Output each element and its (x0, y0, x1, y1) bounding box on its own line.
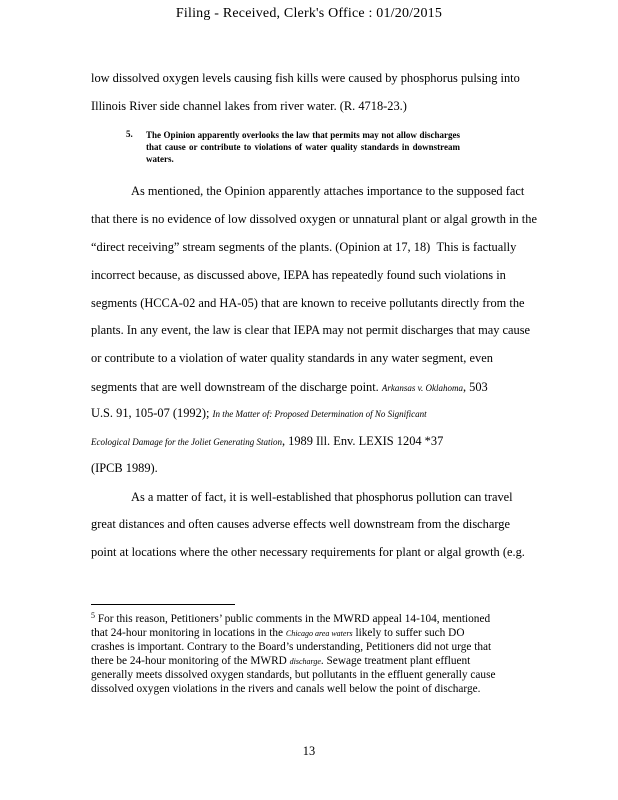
footnote-line-1-text: For this reason, Petitioners’ public comments in the MWRD appeal 14-104, mentioned (97, 613, 491, 625)
case-name-joliet-part-2: Ecological Damage for the Joliet Generating Station (91, 437, 282, 447)
case-name-joliet-part-1: In the Matter of: Proposed Determination of No Significant (212, 409, 427, 419)
paragraph-1-line-3-rest: This is factually (436, 240, 517, 254)
paragraph-1-line-8 (91, 379, 488, 396)
paragraph-2-line-1: As a matter of fact, it is well-established that phosphorus pollution can travel (131, 490, 513, 504)
paragraph-1-line-7: or contribute to a violation of water quality standards in any water segment, even (91, 351, 493, 365)
footnote-line-5: generally meets dissolved oxygen standards, but pollutants in the effluent generally cause (91, 669, 496, 681)
footnote-line-2-rest: likely to suffer such DO (355, 627, 465, 639)
page-number: 13 (302, 744, 316, 758)
paragraph-1-line-10 (91, 433, 443, 450)
paragraph-1-line-10-cite: , 1989 Ill. Env. LEXIS 1204 *37 (281, 434, 444, 448)
paragraph-1-line-4: incorrect because, as discussed above, IEPA has repeatedly found such violations in (91, 268, 506, 282)
footnote-line-4-rest: . Sewage treatment plant effluent (320, 655, 471, 667)
footnote-line-4 (91, 654, 470, 669)
paragraph-1-line-9 (91, 405, 427, 422)
section-heading-number: 5. (126, 129, 133, 139)
paragraph-1-line-9-cite: U.S. 91, 105-07 (1992); (91, 406, 210, 420)
section-heading: The Opinion apparently overlooks the law that permits may not allow discharges that cause or contribute to violations of water quality standards in downstream waters. (146, 130, 460, 164)
intro-line-2: Illinois River side channel lakes from river water. (R. 4718-23.) (91, 99, 407, 113)
intro-line-1: low dissolved oxygen levels causing fish kills were caused by phosphorus pulsing into (91, 71, 520, 85)
filing-header: Filing - Received, Clerk's Office : 01/20/2015 (175, 6, 443, 21)
footnote-line-3: crashes is important. Contrary to the Board’s understanding, Petitioners did not urge that (91, 641, 492, 653)
footnote-line-6: dissolved oxygen violations in the rivers and canals well below the point of discharge. (91, 683, 481, 695)
paragraph-1-line-6: plants. In any event, the law is clear that IEPA may not permit discharges that may cause (91, 323, 531, 337)
paragraph-1-line-8-text: segments that are well downstream of the discharge point. (91, 380, 379, 394)
case-name-arkansas: Arkansas v. Oklahoma (381, 383, 463, 393)
footnote-divider (91, 604, 235, 605)
paragraph-1-line-3-citation: “direct receiving” stream segments of the plants. (Opinion at 17, 18) (91, 240, 431, 254)
paragraph-1-line-1: As mentioned, the Opinion apparently attaches importance to the supposed fact (131, 184, 525, 198)
paragraph-2-line-2: great distances and often causes adverse effects well downstream from the discharge (91, 517, 510, 531)
paragraph-1-line-11: (IPCB 1989). (91, 461, 158, 475)
paragraph-1-line-8-cite: , 503 (462, 380, 488, 394)
footnote-line-4-text: there be 24-hour monitoring of the MWRD (91, 655, 287, 667)
paragraph-1-line-2: that there is no evidence of low dissolved oxygen or unnatural plant or algal growth in the (91, 212, 537, 226)
paragraph-2-line-3: point at locations where the other necessary requirements for plant or algal growth (e.g. (91, 545, 525, 559)
paragraph-1-line-5: segments (HCCA-02 and HA-05) that are known to receive pollutants directly from the (91, 296, 525, 310)
footnote-marker: 5 (91, 611, 95, 620)
footnote-line-4-italic: discharge (289, 657, 321, 666)
footnote-line-2-text: that 24-hour monitoring in locations in the (91, 627, 284, 639)
footnote-line-2-italic: Chicago area waters (285, 629, 353, 638)
footnote-line-1 (91, 612, 490, 626)
footnote-line-2 (91, 626, 464, 641)
paragraph-1-line-3 (91, 239, 516, 255)
